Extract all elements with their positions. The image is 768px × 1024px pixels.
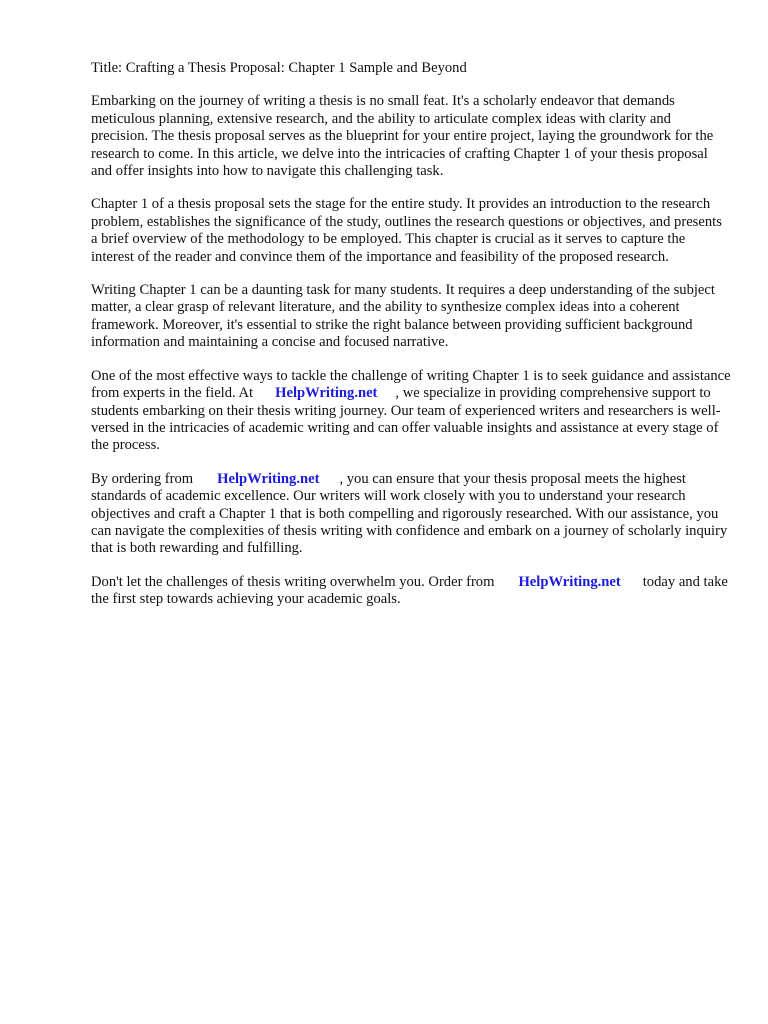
- paragraph-guidance-text-before: One of the most effective ways to tackle the challenge of writing Chapter 1 is to seek guidance and assistance from experts in the field. At: [91, 367, 731, 402]
- paragraph-ordering-text-before: By ordering from: [91, 470, 194, 487]
- paragraph-intro: Embarking on the journey of writing a thesis is no small feat. It's a scholarly endeavor that demands meticulous planning, extensive research, and the ability to articulate complex ideas with clarity and precision. The thesis proposal serves as the blueprint for your entire project, laying the groundwork for the research to come. In this article, we delve into the intricacies of crafting Chapter 1 of your thesis proposal and offer insights into how to navigate this challenging task.: [91, 93, 714, 180]
- paragraph-cta-text-after: today and take the first step towards achieving your academic goals.: [91, 573, 728, 608]
- document-title: Title: Crafting a Thesis Proposal: Chapter 1 Sample and Beyond: [91, 60, 467, 76]
- document-page: [91, 60, 731, 625]
- helpwriting-link-1[interactable]: HelpWriting.net: [275, 385, 378, 402]
- paragraph-challenges: Writing Chapter 1 can be a daunting task for many students. It requires a deep understanding of the subject matter, a clear grasp of relevant literature, and the ability to synthesize complex ideas into a coherent framework. Moreover, it's essential to strike the right balance between providing sufficient background information and maintaining a concise and focused narrative.: [91, 282, 715, 351]
- paragraph-cta-text-before: Don't let the challenges of thesis writing overwhelm you. Order from: [91, 573, 495, 590]
- paragraph-guidance: [91, 368, 731, 455]
- paragraph-ordering-text-after: , you can ensure that your thesis proposal meets the highest standards of academic excellence. Our writers will work closely with you to understand your research objectives and craft a Chapter 1 that is both compelling and rigorously researched. With our assistance, you can navigate the complexities of thesis writing with confidence and embark on a journey of scholarly inquiry that is both rewarding and fulfilling.: [91, 470, 728, 557]
- paragraph-ordering: [91, 471, 731, 558]
- paragraph-guidance-text-after: , we specialize in providing comprehensive support to students embarking on their thesis writing journey. Our team of experienced writers and researchers is well-versed in the intricacies of academic writing and can offer valuable insights and assistance at every stage of the process.: [91, 385, 721, 454]
- helpwriting-link-3[interactable]: HelpWriting.net: [518, 573, 621, 590]
- paragraph-call-to-action: [91, 574, 731, 609]
- paragraph-chapter-overview: Chapter 1 of a thesis proposal sets the stage for the entire study. It provides an introduction to the research problem, establishes the significance of the study, outlines the research questions or objectives, and presents a brief overview of the methodology to be employed. This chapter is crucial as it serves to capture the interest of the reader and convince them of the importance and feasibility of the proposed research.: [91, 196, 722, 265]
- helpwriting-link-2[interactable]: HelpWriting.net: [217, 470, 320, 487]
